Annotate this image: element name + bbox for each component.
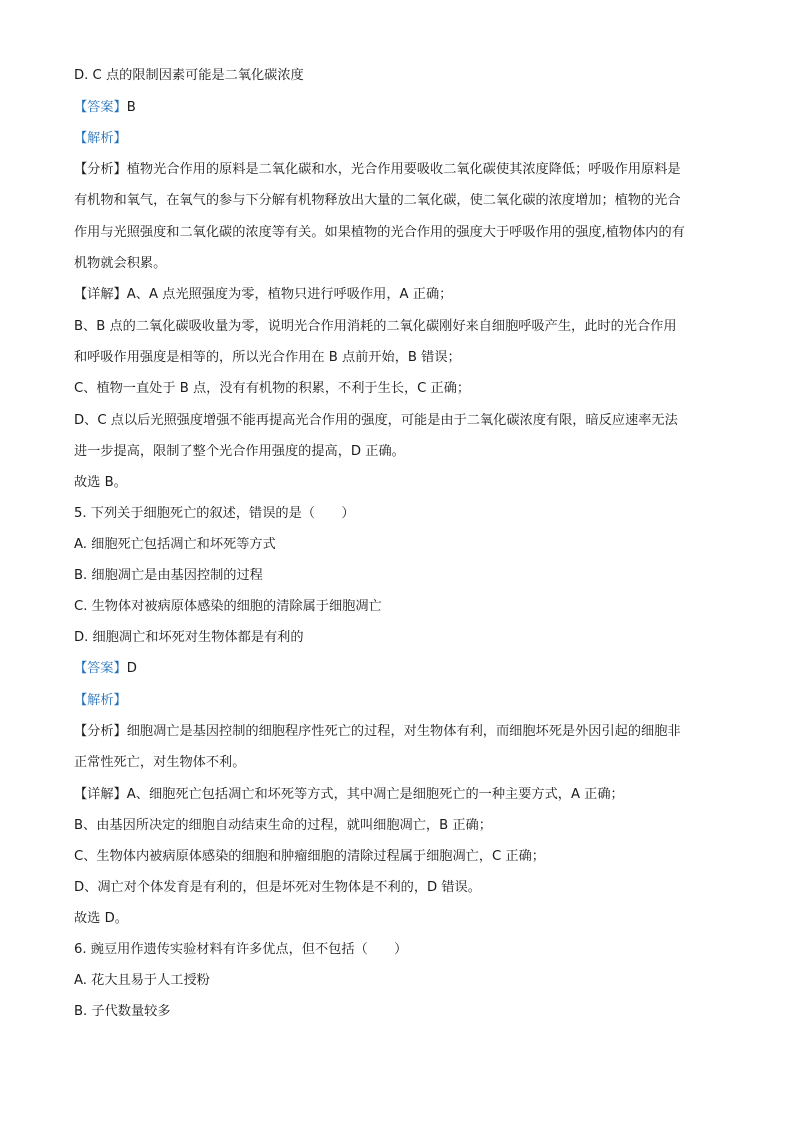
q5-stem: 5. 下列关于细胞死亡的叙述，错误的是（ ） bbox=[74, 506, 355, 521]
paragraph-line: 有机物和氧气，在氧气的参与下分解有机物释放出大量的二氧化碳，使二氧化碳的浓度增加；植物的光合 bbox=[74, 193, 681, 208]
q6-stem: 6. 豌豆用作遗传实验材料有许多优点，但不包括（ ） bbox=[74, 942, 408, 957]
q4-xiangjie-line bbox=[74, 286, 724, 304]
paragraph-line: C、植物一直处于 B 点，没有有机物的积累，不利于生长，C 正确； bbox=[74, 381, 471, 396]
q6-option-a: A. 花大且易于人工授粉 bbox=[74, 973, 210, 988]
paragraph-line: D、C 点以后光照强度增强不能再提高光合作用的强度，可能是由于二氧化碳浓度有限，暗反应速率无法 bbox=[74, 413, 678, 428]
paragraph-line: 作用与光照强度和二氧化碳的浓度等有关。如果植物的光合作用的强度大于呼吸作用的强度,植物体内的有 bbox=[74, 225, 685, 240]
q4-analysis-heading bbox=[74, 130, 724, 148]
xiangjie-tag: 【详解】 bbox=[74, 287, 127, 302]
q5-option-a: A. 细胞死亡包括凋亡和坏死等方式 bbox=[74, 537, 276, 552]
paragraph-line: 故选 D。 bbox=[74, 911, 128, 926]
answer-value: D bbox=[126, 661, 137, 676]
q5-analysis-heading bbox=[74, 692, 724, 710]
paragraph-line: 进一步提高，限制了整个光合作用强度的提高，D 正确。 bbox=[74, 444, 405, 459]
fenxi-tag: 【分析】 bbox=[74, 162, 127, 177]
paragraph-line: B、由基因所决定的细胞自动结束生命的过程，就叫细胞凋亡，B 正确； bbox=[74, 818, 492, 833]
q4-answer-line bbox=[74, 99, 724, 117]
paragraph-line: 机物就会积累。 bbox=[74, 256, 167, 271]
q4-fenxi-line bbox=[74, 161, 724, 179]
fenxi-text: 细胞凋亡是基因控制的细胞程序性死亡的过程，对生物体有利，而细胞坏死是外因引起的细胞非 bbox=[126, 724, 681, 739]
q5-fenxi-line bbox=[74, 723, 724, 741]
q5-xiangjie-line bbox=[74, 786, 724, 804]
q5-option-c: C. 生物体对被病原体感染的细胞的清除属于细胞凋亡 bbox=[74, 599, 382, 614]
analysis-tag: 【解析】 bbox=[74, 131, 127, 146]
analysis-tag: 【解析】 bbox=[74, 693, 127, 708]
paragraph-line: 正常性死亡，对生物体不利。 bbox=[74, 755, 246, 770]
xiangjie-text: A、细胞死亡包括凋亡和坏死等方式，其中凋亡是细胞死亡的一种主要方式，A 正确； bbox=[126, 787, 624, 802]
q5-option-d: D. 细胞凋亡和坏死对生物体都是有利的 bbox=[74, 630, 304, 645]
q5-answer-line bbox=[74, 660, 724, 678]
xiangjie-tag: 【详解】 bbox=[74, 787, 127, 802]
paragraph-line: 故选 B。 bbox=[74, 475, 127, 490]
fenxi-text: 植物光合作用的原料是二氧化碳和水，光合作用要吸收二氧化碳使其浓度降低；呼吸作用原料是 bbox=[126, 162, 681, 177]
q5-option-b: B. 细胞凋亡是由基因控制的过程 bbox=[74, 568, 263, 583]
paragraph-line: C、生物体内被病原体感染的细胞和肿瘤细胞的清除过程属于细胞凋亡，C 正确； bbox=[74, 849, 545, 864]
fenxi-tag: 【分析】 bbox=[74, 724, 127, 739]
answer-tag: 【答案】 bbox=[74, 100, 127, 115]
q6-option-b: B. 子代数量较多 bbox=[74, 1004, 171, 1019]
answer-tag: 【答案】 bbox=[74, 661, 127, 676]
q4-option-d: D. C 点的限制因素可能是二氧化碳浓度 bbox=[74, 68, 304, 83]
answer-value: B bbox=[126, 100, 136, 115]
paragraph-line: D、凋亡对个体发育是有利的，但是坏死对生物体是不利的，D 错误。 bbox=[74, 880, 481, 895]
paragraph-line: B、B 点的二氧化碳吸收量为零，说明光合作用消耗的二氧化碳刚好来自细胞呼吸产生，此时的光合作用 bbox=[74, 319, 677, 334]
xiangjie-text: A、A 点光照强度为零，植物只进行呼吸作用，A 正确； bbox=[126, 287, 453, 302]
paragraph-line: 和呼吸作用强度是相等的，所以光合作用在 B 点前开始，B 错误； bbox=[74, 350, 461, 365]
